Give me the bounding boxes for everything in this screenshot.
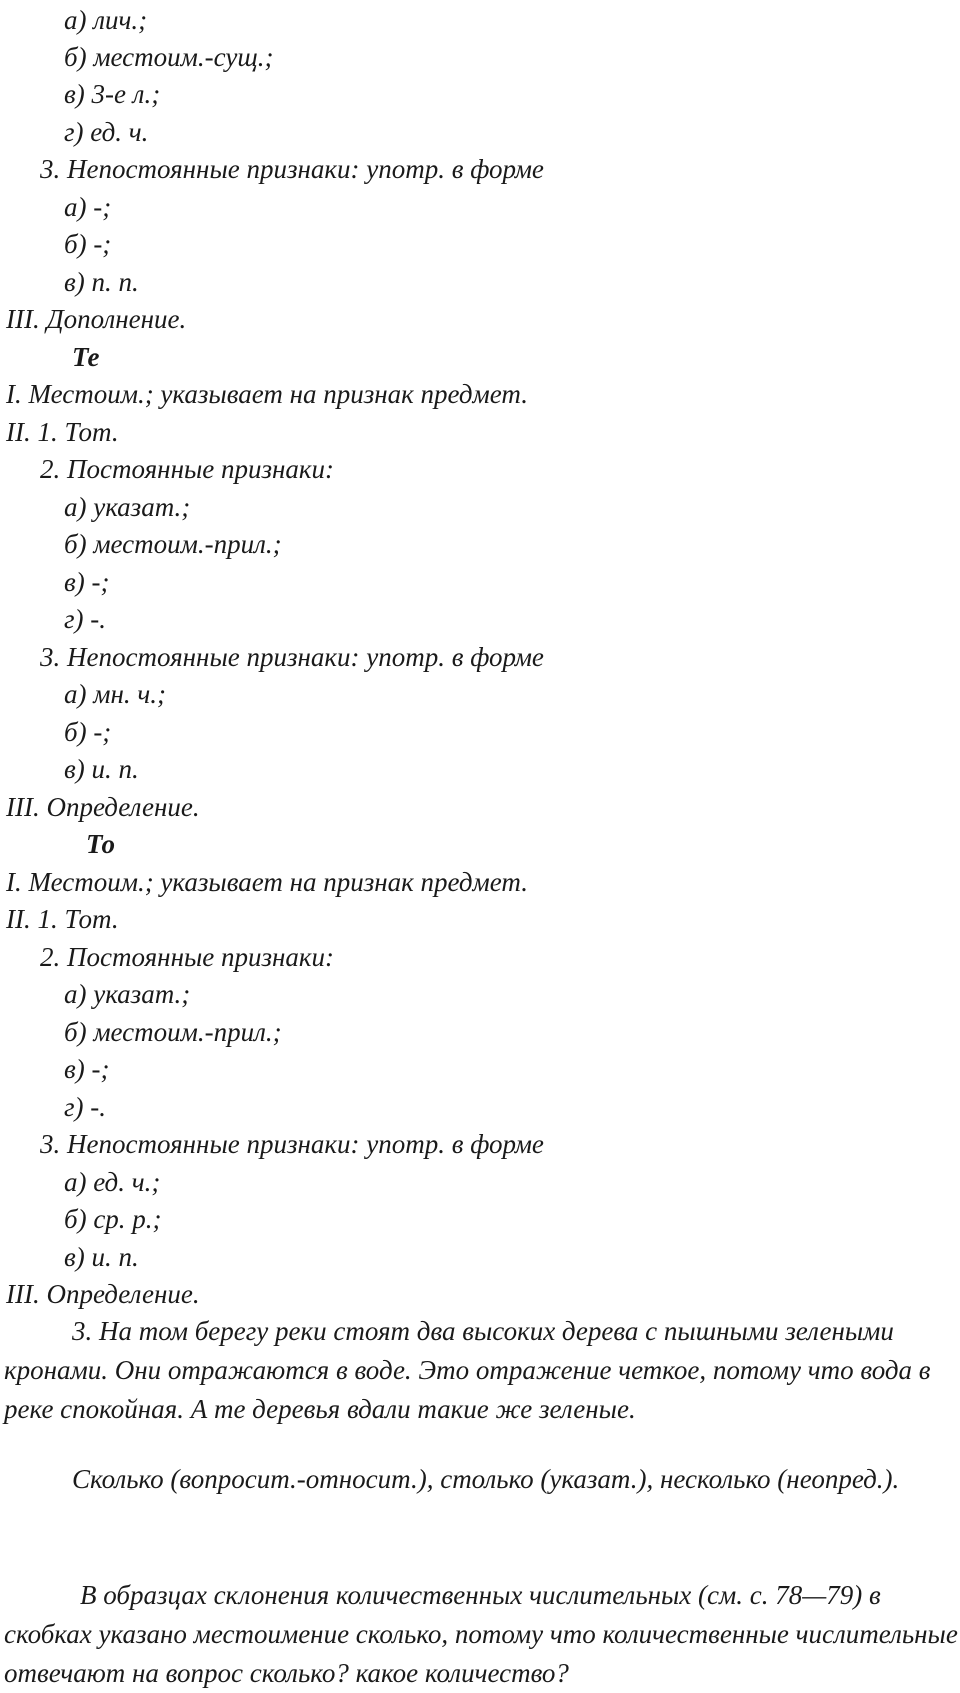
feature-v: в) 3-е л.;	[64, 79, 161, 109]
feature-a: а) лич.;	[64, 5, 148, 35]
word-heading-to: То	[86, 829, 116, 859]
nonconstant-heading: 3. Непостоянные признаки: употр. в форме	[40, 154, 544, 184]
syntactic-role: III. Дополнение.	[6, 304, 187, 334]
nonconstant-b: б) -;	[64, 229, 112, 259]
nonconstant-a: а) -;	[64, 192, 112, 222]
feature-b: б) местоим.-сущ.;	[64, 42, 274, 72]
nonconstant-heading: 3. Непостоянные признаки: употр. в форме	[40, 1129, 544, 1159]
pronoun-types-paragraph: Сколько (вопросит.-относит.), столько (указат.), несколько (неопред.).	[72, 1464, 900, 1494]
constant-v: в) -;	[64, 1054, 110, 1084]
syntactic-role: III. Определение.	[6, 1279, 200, 1309]
constant-a: а) указат.;	[64, 492, 191, 522]
numeral-declension-paragraph: В образцах склонения количественных числительных (см. с. 78—79) в скобках указано местоимение сколько, потому что количественные числительные отвечают на вопрос сколько? какое количество?	[4, 1580, 958, 1688]
constant-heading: 2. Постоянные признаки:	[40, 454, 335, 484]
syntactic-role: III. Определение.	[6, 792, 200, 822]
exercise-3-paragraph: 3. На том берегу реки стоят два высоких дерева с пышными зелеными кронами. Они отражаются в воде. Это отражение четкое, потому что вода в реке спокойная. А те деревья вдали такие же зеленые.	[4, 1316, 931, 1424]
nonconstant-v: в) и. п.	[64, 1242, 139, 1272]
nonconstant-v: в) и. п.	[64, 754, 139, 784]
nonconstant-a: а) мн. ч.;	[64, 679, 166, 709]
nonconstant-b: б) ср. р.;	[64, 1204, 162, 1234]
nonconstant-a: а) ед. ч.;	[64, 1167, 161, 1197]
nonconstant-b: б) -;	[64, 717, 112, 747]
constant-v: в) -;	[64, 567, 110, 597]
constant-g: г) -.	[64, 1092, 107, 1122]
feature-g: г) ед. ч.	[64, 117, 149, 147]
initial-form: II. 1. Тот.	[6, 904, 119, 934]
constant-g: г) -.	[64, 604, 107, 634]
initial-form: II. 1. Тот.	[6, 417, 119, 447]
constant-b: б) местоим.-прил.;	[64, 529, 282, 559]
nonconstant-v: в) п. п.	[64, 267, 139, 297]
nonconstant-heading: 3. Непостоянные признаки: употр. в форме	[40, 642, 544, 672]
constant-a: а) указат.;	[64, 979, 191, 1009]
constant-b: б) местоим.-прил.;	[64, 1017, 282, 1047]
part-of-speech: I. Местоим.; указывает на признак предмет.	[6, 867, 528, 897]
word-heading-te: Те	[72, 342, 100, 372]
constant-heading: 2. Постоянные признаки:	[40, 942, 335, 972]
part-of-speech: I. Местоим.; указывает на признак предмет.	[6, 379, 528, 409]
